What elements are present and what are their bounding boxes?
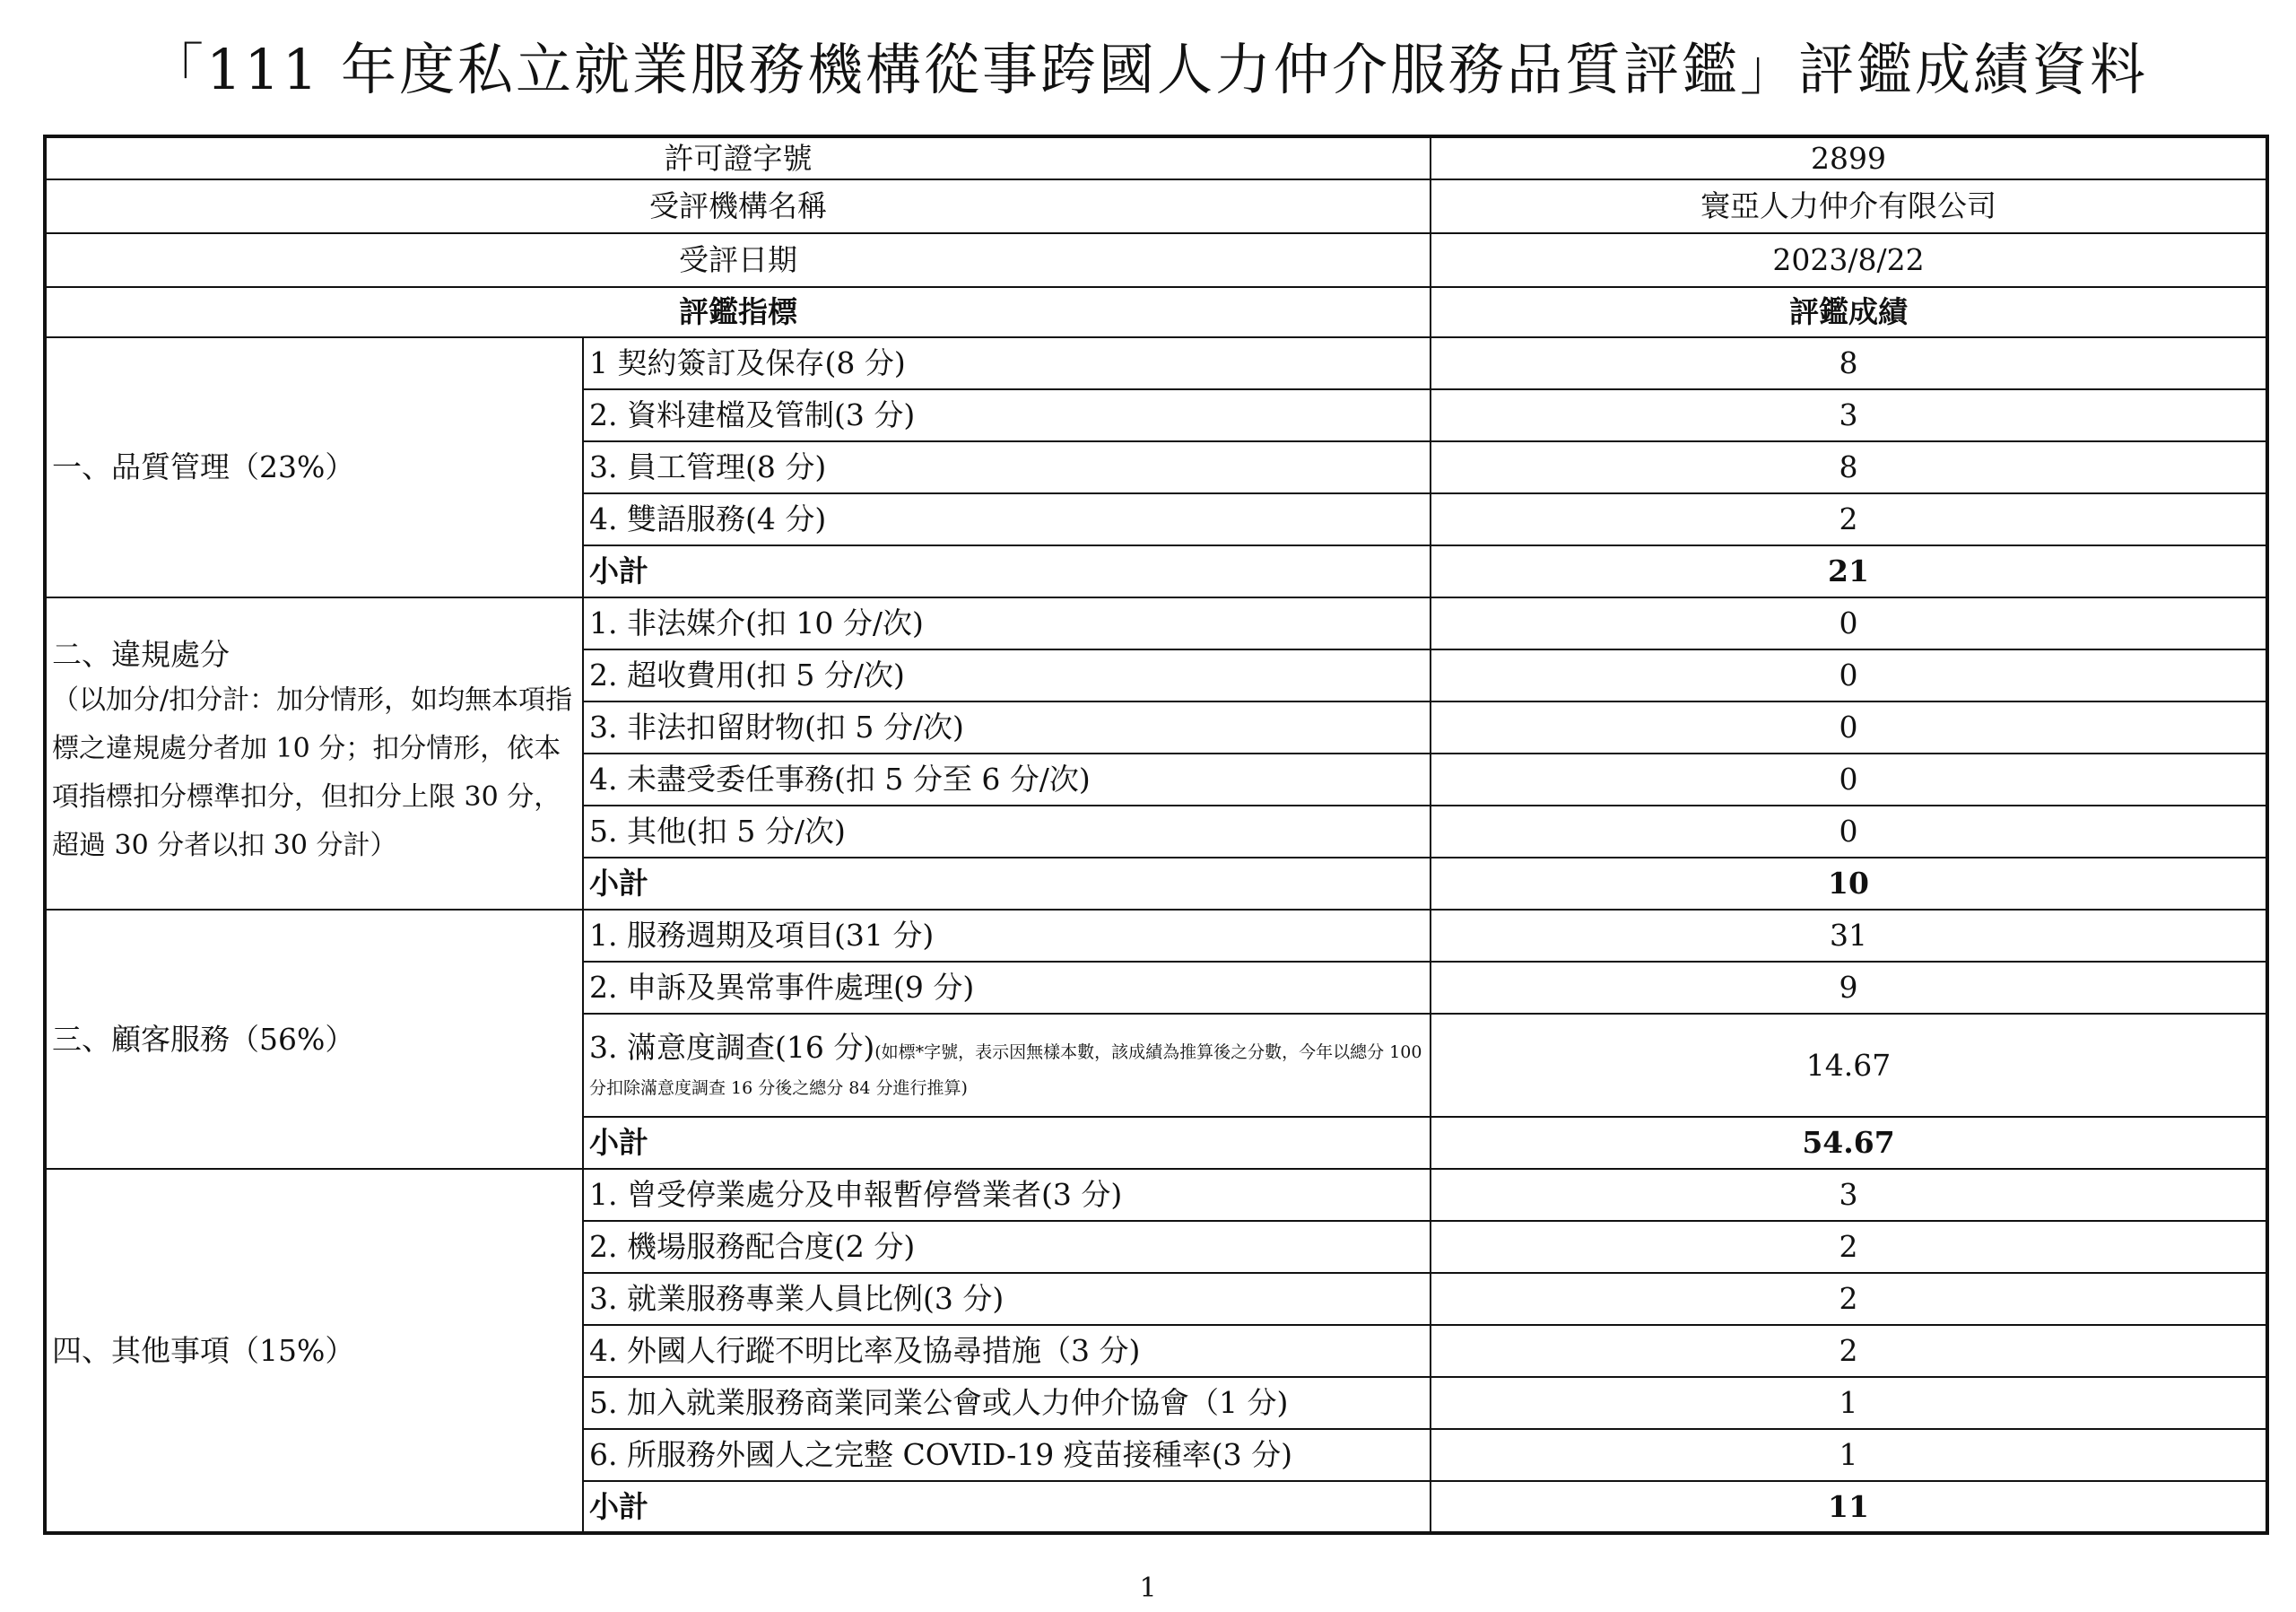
indicator-score: 1 bbox=[1431, 1429, 2267, 1481]
indicator-item bbox=[583, 493, 1431, 545]
indicator-label: 6. 所服務外國人之完整 COVID-19 疫苗接種率(3 分) bbox=[589, 1437, 1292, 1472]
section-category bbox=[45, 337, 583, 597]
indicator-item bbox=[583, 1325, 1431, 1377]
indicator-label: 2. 申訴及異常事件處理(9 分) bbox=[589, 970, 975, 1005]
subtotal-label: 小計 bbox=[583, 1117, 1431, 1169]
score-header: 評鑑成績 bbox=[1431, 287, 2267, 337]
subtotal-label: 小計 bbox=[583, 858, 1431, 910]
indicator-score: 0 bbox=[1431, 701, 2267, 754]
indicator-label: 2. 超收費用(扣 5 分/次) bbox=[589, 658, 905, 693]
subtotal-label: 小計 bbox=[583, 545, 1431, 597]
indicator-item bbox=[583, 806, 1431, 858]
indicator-label: 5. 加入就業服務商業同業公會或人力仲介協會（1 分) bbox=[589, 1385, 1289, 1420]
table-row bbox=[45, 337, 2267, 389]
org-row bbox=[45, 179, 2267, 233]
section-title: 四、其他事項（15%） bbox=[52, 1332, 355, 1368]
indicator-score: 9 bbox=[1431, 962, 2267, 1014]
org-value: 寰亞人力仲介有限公司 bbox=[1431, 179, 2267, 233]
indicator-label: 4. 雙語服務(4 分) bbox=[589, 501, 827, 536]
page-number: 1 bbox=[1139, 1573, 1157, 1604]
subtotal-value: 11 bbox=[1431, 1481, 2267, 1533]
indicator-item bbox=[583, 1169, 1431, 1221]
indicator-score: 8 bbox=[1431, 441, 2267, 493]
indicator-label: 5. 其他(扣 5 分/次) bbox=[589, 814, 846, 849]
indicator-item bbox=[583, 701, 1431, 754]
indicator-score: 0 bbox=[1431, 806, 2267, 858]
indicator-score: 3 bbox=[1431, 389, 2267, 441]
indicator-label: 4. 外國人行蹤不明比率及協尋措施（3 分) bbox=[589, 1333, 1141, 1368]
indicator-label: 1 契約簽訂及保存(8 分) bbox=[589, 345, 906, 380]
indicator-label: 3. 就業服務專業人員比例(3 分) bbox=[589, 1281, 1004, 1316]
date-label: 受評日期 bbox=[45, 233, 1431, 287]
sections-body bbox=[45, 337, 2267, 1533]
indicator-score: 2 bbox=[1431, 1221, 2267, 1273]
indicator-label: 3. 非法扣留財物(扣 5 分/次) bbox=[589, 710, 964, 745]
section-category bbox=[45, 597, 583, 910]
indicator-item bbox=[583, 1221, 1431, 1273]
indicator-score: 3 bbox=[1431, 1169, 2267, 1221]
license-value: 2899 bbox=[1431, 136, 2267, 179]
indicator-label: 2. 資料建檔及管制(3 分) bbox=[589, 397, 916, 432]
indicator-score: 2 bbox=[1431, 1273, 2267, 1325]
evaluation-table bbox=[43, 135, 2269, 1535]
org-label: 受評機構名稱 bbox=[45, 179, 1431, 233]
indicator-score: 0 bbox=[1431, 597, 2267, 649]
indicator-item bbox=[583, 1429, 1431, 1481]
indicator-label: 4. 未盡受委任事務(扣 5 分至 6 分/次) bbox=[589, 762, 1091, 797]
indicator-score: 31 bbox=[1431, 910, 2267, 962]
indicator-item bbox=[583, 597, 1431, 649]
indicator-score: 0 bbox=[1431, 754, 2267, 806]
indicator-score: 1 bbox=[1431, 1377, 2267, 1429]
indicator-label: 1. 曾受停業處分及申報暫停營業者(3 分) bbox=[589, 1177, 1123, 1212]
document-title: 「111 年度私立就業服務機構從事跨國人力仲介服務品質評鑑」評鑑成績資料 bbox=[147, 37, 2149, 102]
indicator-item bbox=[583, 1014, 1431, 1117]
license-label: 許可證字號 bbox=[45, 136, 1431, 179]
section-title: 三、顧客服務（56%） bbox=[52, 1021, 355, 1057]
subtotal-value: 21 bbox=[1431, 545, 2267, 597]
table-row bbox=[45, 597, 2267, 649]
indicator-score: 0 bbox=[1431, 649, 2267, 701]
indicator-label: 1. 非法媒介(扣 10 分/次) bbox=[589, 606, 924, 640]
indicator-note: (如標*字號，表示因無樣本數，該成績為推算後之分數，今年以總分 100 分扣除滿意度調查 16 分後之總分 84 分進行推算) bbox=[589, 1041, 1422, 1098]
license-row bbox=[45, 136, 2267, 179]
indicator-item bbox=[583, 389, 1431, 441]
indicator-item bbox=[583, 1273, 1431, 1325]
indicator-label: 2. 機場服務配合度(2 分) bbox=[589, 1229, 916, 1264]
indicator-header: 評鑑指標 bbox=[45, 287, 1431, 337]
subtotal-value: 54.67 bbox=[1431, 1117, 2267, 1169]
indicator-item bbox=[583, 910, 1431, 962]
indicator-score: 8 bbox=[1431, 337, 2267, 389]
indicator-score: 2 bbox=[1431, 1325, 2267, 1377]
section-description: （以加分/扣分計：加分情形，如均無本項指標之違規處分者加 10 分；扣分情形，依本項指標扣分標準扣分，但扣分上限 30 分，超過 30 分者以扣 30 分計） bbox=[52, 684, 573, 861]
section-title: 二、違規處分 bbox=[52, 637, 230, 672]
indicator-item bbox=[583, 962, 1431, 1014]
indicator-item bbox=[583, 1377, 1431, 1429]
date-value: 2023/8/22 bbox=[1431, 233, 2267, 287]
table-row bbox=[45, 910, 2267, 962]
section-category bbox=[45, 910, 583, 1169]
indicator-label: 3. 員工管理(8 分) bbox=[589, 449, 827, 484]
indicator-item bbox=[583, 441, 1431, 493]
section-title: 一、品質管理（23%） bbox=[52, 449, 355, 484]
indicator-score: 2 bbox=[1431, 493, 2267, 545]
indicator-label: 1. 服務週期及項目(31 分) bbox=[589, 918, 935, 953]
indicator-item bbox=[583, 649, 1431, 701]
indicator-item bbox=[583, 337, 1431, 389]
section-category bbox=[45, 1169, 583, 1533]
indicator-item bbox=[583, 754, 1431, 806]
indicator-score: 14.67 bbox=[1431, 1014, 2267, 1117]
column-header-row bbox=[45, 287, 2267, 337]
date-row bbox=[45, 233, 2267, 287]
indicator-label: 3. 滿意度調查(16 分) bbox=[589, 1029, 875, 1065]
table-row bbox=[45, 1169, 2267, 1221]
subtotal-value: 10 bbox=[1431, 858, 2267, 910]
subtotal-label: 小計 bbox=[583, 1481, 1431, 1533]
